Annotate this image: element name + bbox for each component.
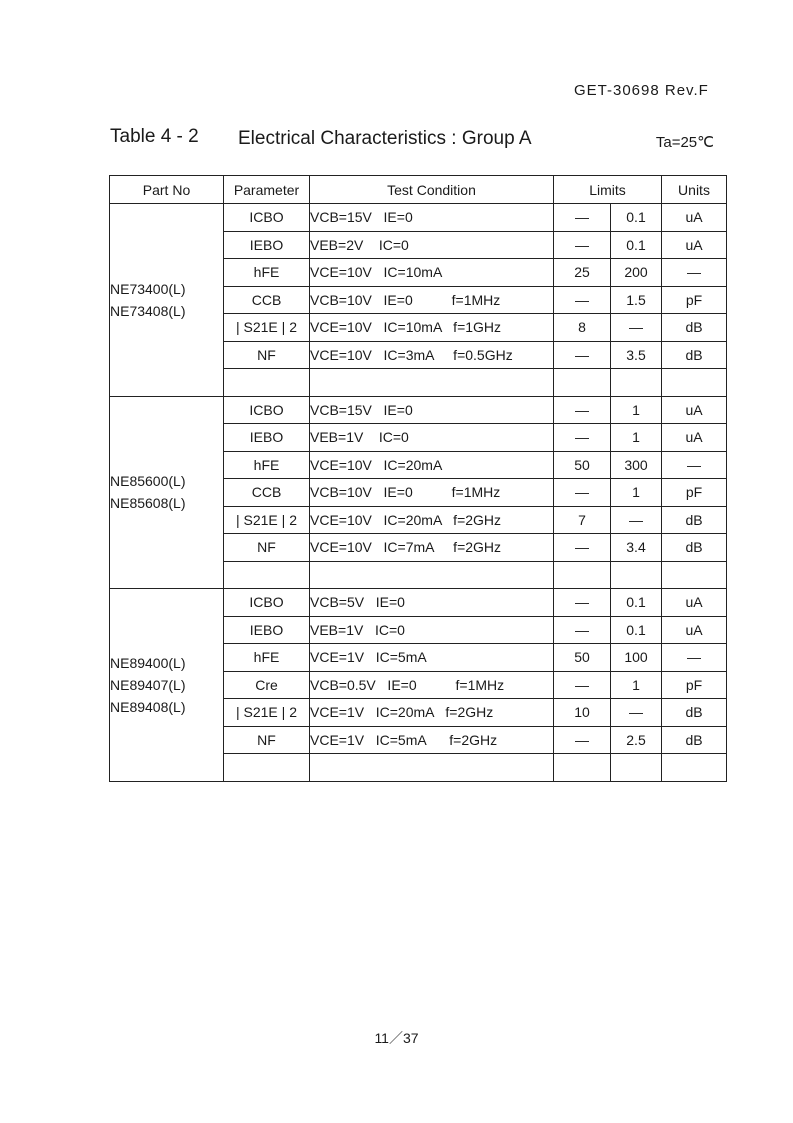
limit-min-cell: 25 (554, 259, 611, 287)
limit-min-cell: — (554, 726, 611, 754)
parameter-cell: hFE (224, 644, 310, 672)
limit-max-cell: 0.1 (611, 231, 662, 259)
test-condition-cell: VCE=10V IC=20mA f=2GHz (310, 506, 554, 534)
empty-cell (554, 369, 611, 397)
test-condition-cell: VEB=1V IC=0 (310, 424, 554, 452)
unit-cell: pF (662, 479, 727, 507)
limit-min-cell: — (554, 396, 611, 424)
unit-cell: dB (662, 534, 727, 562)
page-number: 11／37 (374, 1030, 419, 1046)
limit-max-cell: 0.1 (611, 616, 662, 644)
table-header-row (110, 176, 727, 204)
parameter-cell: ICBO (224, 589, 310, 617)
limit-max-cell: 1.5 (611, 286, 662, 314)
limit-max-cell: 200 (611, 259, 662, 287)
unit-cell: pF (662, 286, 727, 314)
test-condition-cell: VCE=1V IC=5mA (310, 644, 554, 672)
empty-cell (662, 561, 727, 589)
table-body (110, 204, 727, 782)
empty-cell (611, 369, 662, 397)
ambient-temperature: Ta=25℃ (655, 134, 714, 151)
part-numbers: NE85600(L) NE85608(L) (110, 396, 224, 589)
limit-min-cell: — (554, 479, 611, 507)
limit-max-cell: 3.4 (611, 534, 662, 562)
test-condition-cell: VCE=1V IC=5mA f=2GHz (310, 726, 554, 754)
empty-cell (310, 754, 554, 782)
limit-max-cell: 100 (611, 644, 662, 672)
limit-max-cell: 1 (611, 671, 662, 699)
parameter-cell: CCB (224, 286, 310, 314)
test-condition-cell: VCE=1V IC=20mA f=2GHz (310, 699, 554, 727)
test-condition-cell: VCE=10V IC=7mA f=2GHz (310, 534, 554, 562)
test-condition-cell: VCE=10V IC=10mA f=1GHz (310, 314, 554, 342)
unit-cell: pF (662, 671, 727, 699)
unit-cell: dB (662, 726, 727, 754)
header-parameter: Parameter (224, 176, 310, 204)
empty-cell (310, 369, 554, 397)
empty-cell (554, 754, 611, 782)
test-condition-cell: VCE=10V IC=10mA (310, 259, 554, 287)
table-row (110, 396, 727, 424)
table-row (110, 204, 727, 232)
parameter-cell: CCB (224, 479, 310, 507)
limit-max-cell: 2.5 (611, 726, 662, 754)
table-title-row (110, 124, 720, 154)
table-number: Table 4 - 2 (110, 126, 199, 147)
unit-cell: dB (662, 341, 727, 369)
electrical-characteristics-table (109, 175, 727, 782)
empty-cell (224, 754, 310, 782)
limit-min-cell: 50 (554, 644, 611, 672)
parameter-cell: | S21E | 2 (224, 699, 310, 727)
unit-cell: uA (662, 616, 727, 644)
unit-cell: dB (662, 314, 727, 342)
limit-max-cell: 3.5 (611, 341, 662, 369)
limit-max-cell: 1 (611, 479, 662, 507)
header-units: Units (662, 176, 727, 204)
unit-cell: uA (662, 231, 727, 259)
document-id: GET-30698 Rev.F (574, 82, 709, 99)
table-title: Electrical Characteristics : Group A (238, 128, 532, 149)
limit-min-cell: — (554, 204, 611, 232)
empty-cell (224, 369, 310, 397)
test-condition-cell: VCB=5V IE=0 (310, 589, 554, 617)
limit-max-cell: 1 (611, 424, 662, 452)
limit-min-cell: — (554, 616, 611, 644)
header-limits: Limits (554, 176, 662, 204)
header-test-condition: Test Condition (310, 176, 554, 204)
test-condition-cell: VCB=15V IE=0 (310, 396, 554, 424)
limit-min-cell: 10 (554, 699, 611, 727)
test-condition-cell: VEB=1V IC=0 (310, 616, 554, 644)
parameter-cell: NF (224, 341, 310, 369)
empty-cell (662, 754, 727, 782)
test-condition-cell: VCE=10V IC=20mA (310, 451, 554, 479)
limit-max-cell: — (611, 506, 662, 534)
empty-cell (611, 754, 662, 782)
empty-cell (224, 561, 310, 589)
limit-min-cell: — (554, 671, 611, 699)
unit-cell: dB (662, 699, 727, 727)
test-condition-cell: VEB=2V IC=0 (310, 231, 554, 259)
limit-max-cell: 1 (611, 396, 662, 424)
limit-min-cell: 50 (554, 451, 611, 479)
limit-max-cell: — (611, 314, 662, 342)
unit-cell: — (662, 451, 727, 479)
limit-min-cell: — (554, 424, 611, 452)
parameter-cell: hFE (224, 259, 310, 287)
limit-min-cell: 8 (554, 314, 611, 342)
table-row (110, 589, 727, 617)
empty-cell (662, 369, 727, 397)
limit-min-cell: — (554, 341, 611, 369)
limit-min-cell: 7 (554, 506, 611, 534)
unit-cell: uA (662, 589, 727, 617)
limit-min-cell: — (554, 286, 611, 314)
unit-cell: uA (662, 204, 727, 232)
limit-max-cell: 0.1 (611, 204, 662, 232)
unit-cell: dB (662, 506, 727, 534)
unit-cell: uA (662, 396, 727, 424)
test-condition-cell: VCB=15V IE=0 (310, 204, 554, 232)
part-numbers: NE89400(L) NE89407(L) NE89408(L) (110, 589, 224, 782)
part-numbers: NE73400(L) NE73408(L) (110, 204, 224, 397)
empty-cell (310, 561, 554, 589)
limit-min-cell: — (554, 534, 611, 562)
limit-min-cell: — (554, 231, 611, 259)
unit-cell: — (662, 644, 727, 672)
limit-max-cell: 300 (611, 451, 662, 479)
header-part-no: Part No (110, 176, 224, 204)
parameter-cell: ICBO (224, 204, 310, 232)
parameter-cell: Cre (224, 671, 310, 699)
test-condition-cell: VCB=10V IE=0 f=1MHz (310, 479, 554, 507)
parameter-cell: NF (224, 534, 310, 562)
parameter-cell: hFE (224, 451, 310, 479)
parameter-cell: IEBO (224, 616, 310, 644)
test-condition-cell: VCE=10V IC=3mA f=0.5GHz (310, 341, 554, 369)
parameter-cell: IEBO (224, 231, 310, 259)
parameter-cell: IEBO (224, 424, 310, 452)
limit-max-cell: — (611, 699, 662, 727)
parameter-cell: NF (224, 726, 310, 754)
unit-cell: uA (662, 424, 727, 452)
parameter-cell: | S21E | 2 (224, 506, 310, 534)
unit-cell: — (662, 259, 727, 287)
limit-min-cell: — (554, 589, 611, 617)
test-condition-cell: VCB=10V IE=0 f=1MHz (310, 286, 554, 314)
test-condition-cell: VCB=0.5V IE=0 f=1MHz (310, 671, 554, 699)
parameter-cell: | S21E | 2 (224, 314, 310, 342)
empty-cell (611, 561, 662, 589)
limit-max-cell: 0.1 (611, 589, 662, 617)
empty-cell (554, 561, 611, 589)
parameter-cell: ICBO (224, 396, 310, 424)
